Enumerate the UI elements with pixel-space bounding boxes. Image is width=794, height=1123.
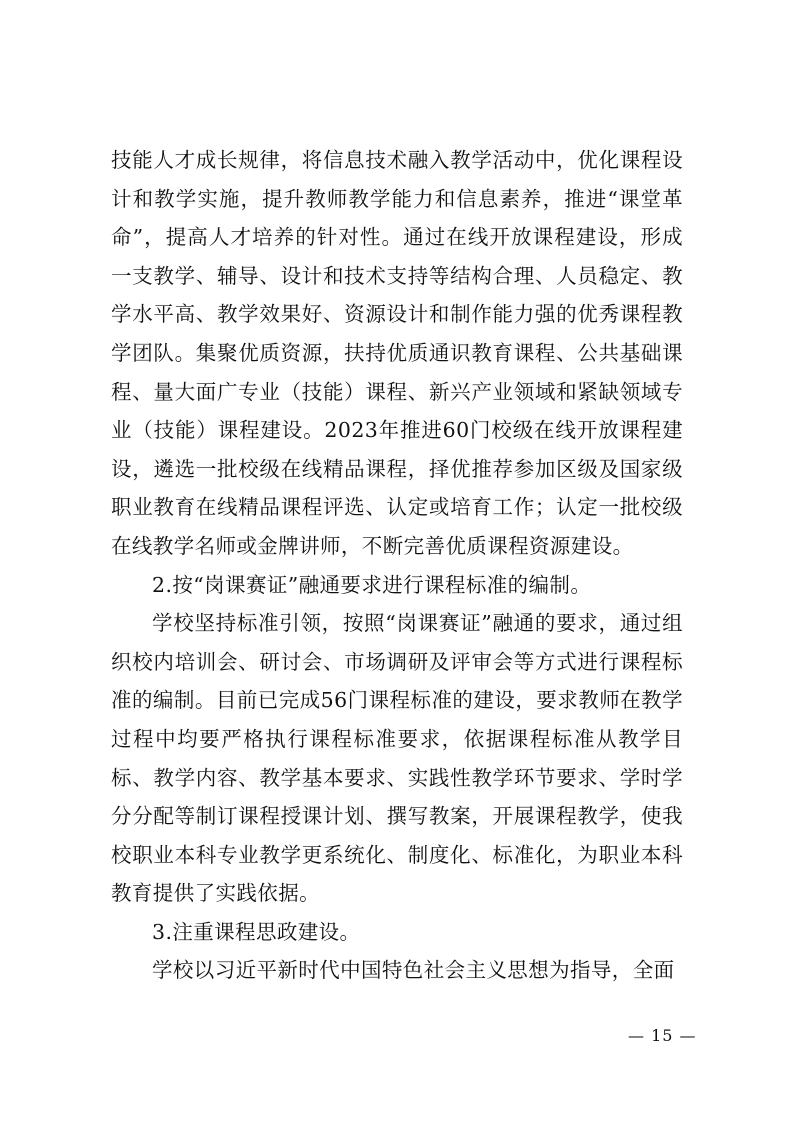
section-heading-3: 3.注重课程思政建设。 <box>152 919 361 944</box>
section-heading-2: 2.按“岗课赛证”融通要求进行课程标准的编制。 <box>152 572 592 597</box>
paragraph-section-2: 学校坚持标准引领，按照“岗课赛证”融通的要求，通过组织校内培训会、研讨会、市场调研及评审会等方式进行课程标准的编制。目前已完成56门课程标准的建设，要求教师在教学过程中均要严格执行课程标准要求，依据课程标准从教学目标、教学内容、教学基本要求、实践性教学环节要求、学时学分分配等制订课程授课计划、撰写教案，开展课程教学，使我校职业本科专业教学更系统化、制度化、标准化，为职业本科教育提供了实践依据。 <box>111 611 683 906</box>
page-number: — 15 — <box>628 1026 697 1045</box>
paragraph-continuation: 技能人才成长规律，将信息技术融入教学活动中，优化课程设计和教学实施，提升教师教学能力和信息素养，推进“课堂革命”，提高人才培养的针对性。通过在线开放课程建设，形成一支教学、辅导、设计和技术支持等结构合理、人员稳定、教学水平高、教学效果好、资源设计和制作能力强的优秀课程教学团队。集聚优质资源，扶持优质通识教育课程、公共基础课程、量大面广专业（技能）课程、新兴产业领域和紧缺领域专业（技能）课程建设。2023年推进60门校级在线开放课程建设，遴选一批校级在线精品课程，择优推荐参加区级及国家级职业教育在线精品课程评选、认定或培育工作；认定一批校级在线教学名师或金牌讲师，不断完善优质课程资源建设。 <box>111 148 683 558</box>
body-text <box>111 141 683 990</box>
paragraph-section-3: 学校以习近平新时代中国特色社会主义思想为指导，全面 <box>152 958 675 983</box>
